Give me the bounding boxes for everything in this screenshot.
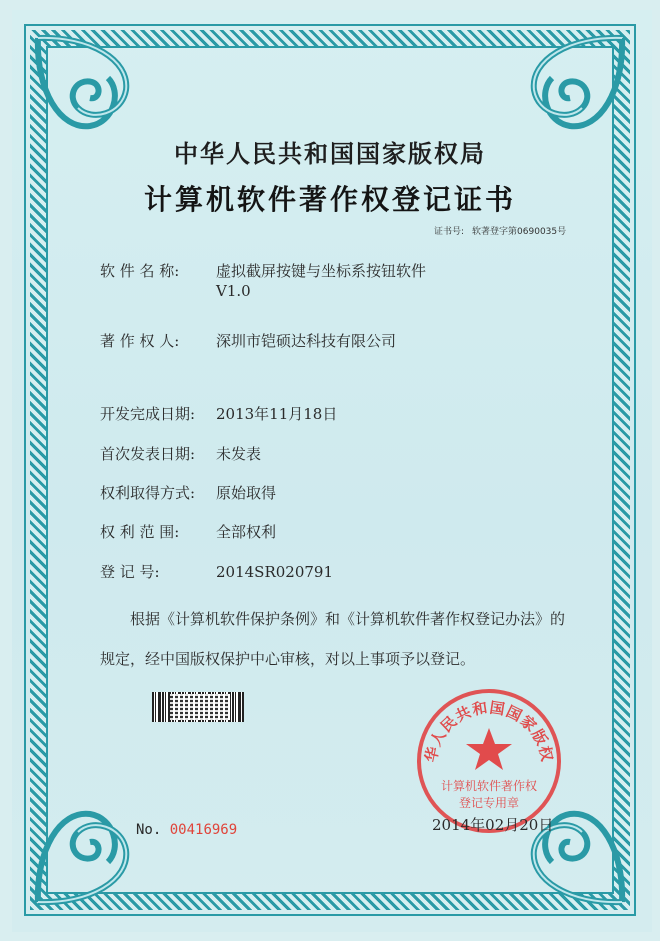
corner-ornament-bottom-left — [30, 800, 140, 910]
issue-date: 2014年02月20日 — [432, 816, 554, 834]
copyright-owner-label: 著 作 权 人: — [100, 332, 180, 350]
certificate-title: 计算机软件著作权登记证书 — [143, 183, 516, 216]
field-acquisition-method — [100, 482, 276, 503]
scope-value: 全部权利 — [216, 523, 277, 541]
acquisition-method-label: 权利取得方式: — [100, 484, 196, 502]
serial-number — [136, 822, 237, 838]
completion-date-label: 开发完成日期: — [100, 405, 196, 423]
field-software-name — [100, 260, 426, 281]
corner-ornament-top-right — [520, 30, 630, 140]
seal-ring-text: 华人民共和国国家版权 — [421, 698, 557, 764]
statement-line-1: 根据《计算机软件保护条例》和《计算机软件著作权登记办法》的 — [130, 610, 566, 628]
completion-date-value: 2013年11月18日 — [216, 405, 338, 423]
software-name-label: 软 件 名 称: — [100, 262, 180, 280]
certificate-number-label: 证书号: — [434, 227, 465, 237]
software-name-value: 虚拟截屏按键与坐标系按钮软件 — [216, 262, 427, 280]
certificate-number-value: 软著登字第0690035号 — [472, 227, 567, 237]
seal-star-icon — [466, 728, 512, 770]
field-registration-number — [100, 561, 333, 582]
serial-number-value: 00416969 — [169, 822, 238, 838]
registration-number-value: 2014SR020791 — [216, 563, 334, 581]
seal-line-1: 计算机软件著作权 — [440, 779, 538, 793]
first-publish-date-label: 首次发表日期: — [100, 445, 196, 463]
statement-line-2: 规定，经中国版权保护中心审核，对以上事项予以登记。 — [100, 650, 476, 668]
software-version: V1.0 — [216, 282, 251, 300]
certificate-number — [434, 224, 566, 237]
field-completion-date — [100, 403, 337, 424]
field-first-publish-date — [100, 443, 261, 464]
field-scope — [100, 521, 276, 542]
issuing-authority: 中华人民共和国国家版权局 — [174, 139, 486, 168]
first-publish-date-value: 未发表 — [216, 445, 262, 463]
copyright-owner-value: 深圳市铠硕达科技有限公司 — [216, 332, 397, 350]
corner-ornament-top-left — [30, 30, 140, 140]
acquisition-method-value: 原始取得 — [216, 484, 277, 502]
scope-label: 权 利 范 围: — [100, 523, 180, 541]
registration-number-label: 登 记 号: — [100, 563, 160, 581]
seal-line-2: 登记专用章 — [458, 796, 520, 810]
field-copyright-owner — [100, 330, 396, 351]
barcode-2d-block — [170, 694, 230, 720]
serial-prefix: No. — [136, 822, 162, 838]
